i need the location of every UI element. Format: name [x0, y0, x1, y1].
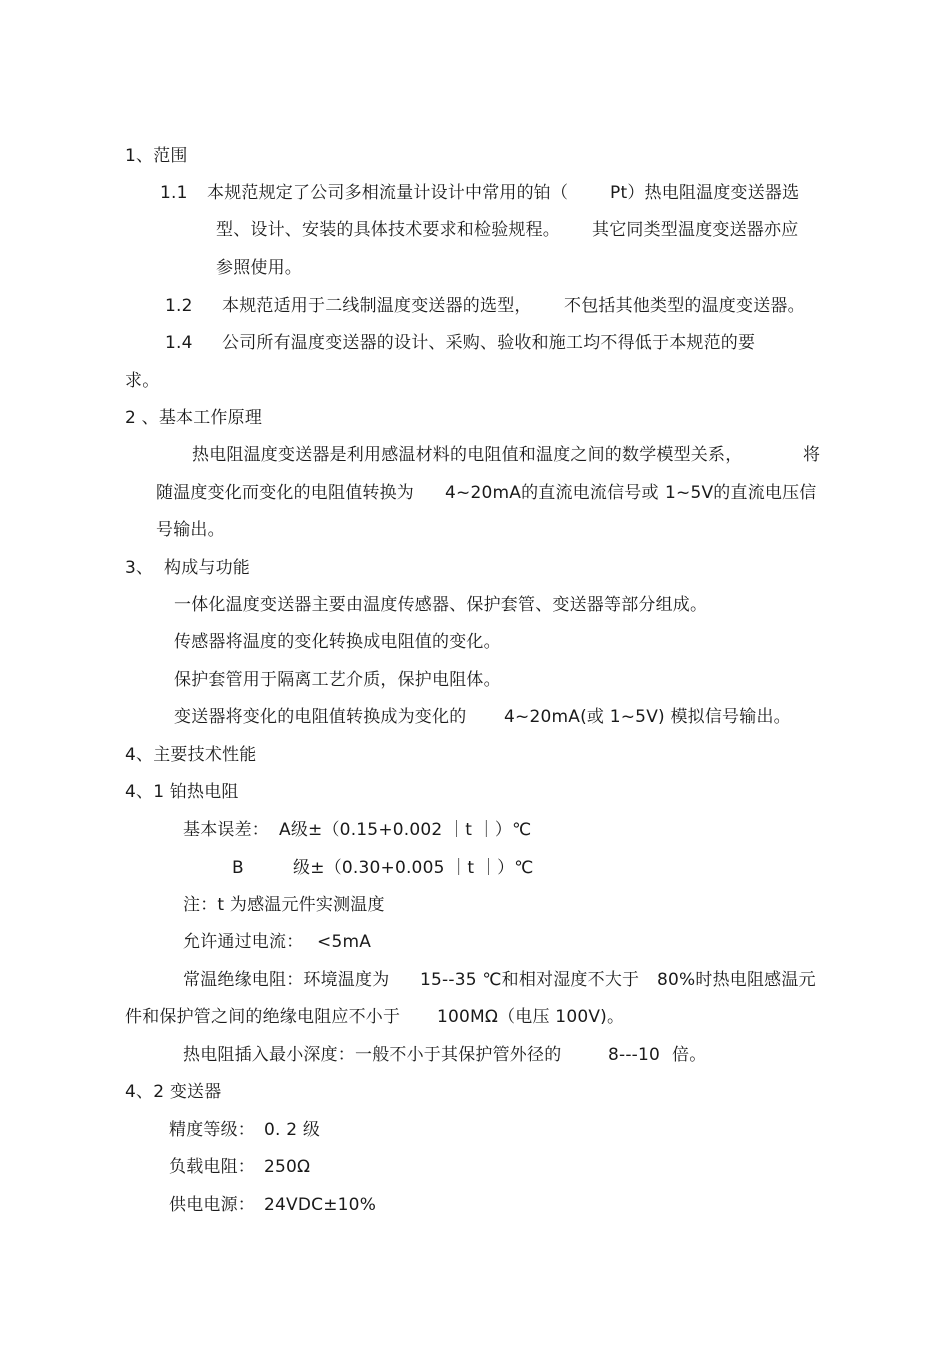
basic-error-class-a: A级±（0.15+0.002 ｜t ｜）℃: [279, 820, 532, 840]
power-supply-value: 24VDC±10%: [264, 1195, 377, 1215]
section-4-2-heading: 4、2 变送器: [125, 1082, 222, 1102]
insulation-line1b: 15--35 ℃和相对湿度不大于: [420, 970, 640, 990]
section-3-para3: 保护套管用于隔离工艺介质，保护电阻体。: [174, 670, 501, 690]
section-2-para-line1b: 将: [803, 445, 821, 465]
clause-1-4-line2: 求。: [125, 371, 160, 391]
current-value: <5mA: [317, 932, 372, 952]
clause-1-2-number: 1.2: [165, 296, 193, 316]
basic-error-class-b-letter: B: [232, 858, 244, 878]
section-2-para-line2b: 4~20mA的直流电流信号或: [445, 483, 659, 503]
clause-1-1-line3: 参照使用。: [216, 258, 302, 278]
clause-1-1-number: 1.1: [160, 183, 188, 203]
section-3-heading: 构成与功能: [164, 558, 250, 578]
section-2-para-line2a: 随温度变化而变化的电阻值转换为: [156, 483, 414, 503]
clause-1-1-line2b: 其它同类型温度变送器亦应: [592, 220, 799, 240]
insertion-depth-b: 8---10: [608, 1045, 661, 1065]
insertion-depth-a: 热电阻插入最小深度：一般不小于其保护管外径的: [183, 1045, 562, 1065]
clause-1-2-text-a: 本规范适用于二线制温度变送器的选型，: [222, 296, 532, 316]
clause-1-4-line1: 公司所有温度变送器的设计、采购、验收和施工均不得低于本规范的要: [222, 333, 756, 353]
accuracy-value: 0. 2 级: [264, 1120, 321, 1140]
clause-1-1-line1a: 本规范规定了公司多相流量计设计中常用的铂（: [207, 183, 569, 203]
section-3-number: 3、: [125, 558, 154, 578]
section-3-para2: 传感器将温度的变化转换成电阻值的变化。: [174, 632, 501, 652]
section-3-para1: 一体化温度变送器主要由温度传感器、保护套管、变送器等部分组成。: [174, 595, 708, 615]
clause-1-4-number: 1.4: [165, 333, 193, 353]
load-resistance-label: 负载电阻：: [169, 1157, 255, 1177]
power-supply-label: 供电电源：: [169, 1195, 255, 1215]
clause-1-1-line2a: 型、设计、安装的具体技术要求和检验规程。: [216, 220, 560, 240]
basic-error-class-b: 级±（0.30+0.005 ｜t ｜）℃: [293, 858, 534, 878]
section-3-para4b: 4~20mA(或 1~5V) 模拟信号输出。: [504, 707, 791, 727]
note-line: 注：t 为感温元件实测温度: [183, 895, 385, 915]
section-4-heading: 4、主要技术性能: [125, 745, 257, 765]
clause-1-2-text-b: 不包括其他类型的温度变送器。: [564, 296, 805, 316]
insertion-depth-c: 倍。: [672, 1045, 707, 1065]
load-resistance-value: 250Ω: [264, 1157, 311, 1177]
insulation-line2a: 件和保护管之间的绝缘电阻应不小于: [125, 1007, 401, 1027]
section-2-heading: 2 、基本工作原理: [125, 408, 263, 428]
section-3-para4a: 变送器将变化的电阻值转换成为变化的: [174, 707, 467, 727]
section-2-para-line2c: 1~5V的直流电压信: [665, 483, 817, 503]
insulation-line2b: 100MΩ（电压 100V)。: [437, 1007, 625, 1027]
current-label: 允许通过电流：: [183, 932, 304, 952]
insulation-line1a: 常温绝缘电阻：环境温度为: [183, 970, 390, 990]
section-4-1-heading: 4、1 铂热电阻: [125, 782, 239, 802]
clause-1-1-line1b: Pt）热电阻温度变送器选: [610, 183, 800, 203]
insulation-line1c: 80%时热电阻感温元: [657, 970, 816, 990]
section-1-heading: 1、范围: [125, 146, 188, 166]
section-2-para-line1a: 热电阻温度变送器是利用感温材料的电阻值和温度之间的数学模型关系，: [192, 445, 743, 465]
accuracy-label: 精度等级：: [169, 1120, 255, 1140]
basic-error-label: 基本误差：: [183, 820, 269, 840]
section-2-para-line3: 号输出。: [156, 520, 225, 540]
